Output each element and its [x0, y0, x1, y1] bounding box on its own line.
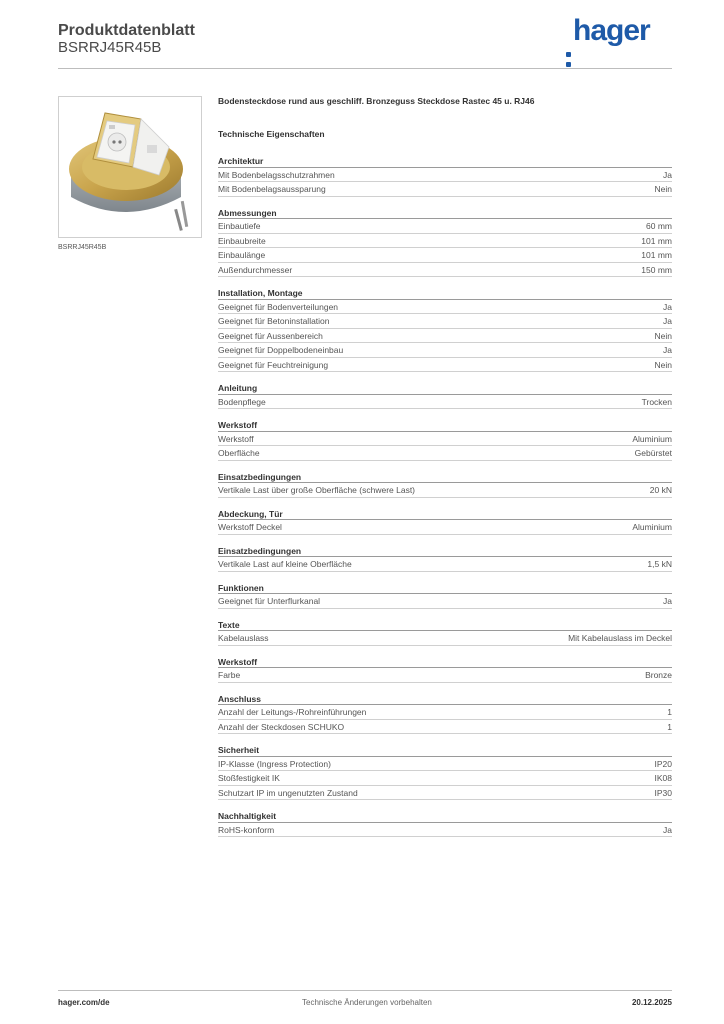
- section-gap: [218, 498, 672, 508]
- property-label: Geeignet für Aussenbereich: [218, 330, 323, 341]
- property-value: 101 mm: [641, 235, 672, 246]
- property-section: [218, 545, 672, 582]
- section-title: Werkstoff: [218, 419, 672, 432]
- property-value: Ja: [663, 824, 672, 835]
- hager-logo: [566, 14, 650, 48]
- article-number: BSRRJ45R45B: [58, 39, 162, 56]
- section-title: Werkstoff: [218, 656, 672, 669]
- property-value: 60 mm: [646, 221, 672, 231]
- property-row: [218, 219, 672, 234]
- section-title: Texte: [218, 619, 672, 632]
- section-title: Abmessungen: [218, 207, 672, 220]
- section-gap: [218, 734, 672, 744]
- property-value: 1: [667, 721, 672, 732]
- property-value: Trocken: [641, 396, 672, 407]
- footer-website: hager.com/de: [58, 998, 110, 1007]
- property-label: Werkstoff Deckel: [218, 522, 282, 532]
- section-title: Nachhaltigkeit: [218, 810, 672, 823]
- property-row: [218, 343, 672, 358]
- property-label: Mit Bodenbelagsaussparung: [218, 184, 326, 194]
- property-label: Werkstoff: [218, 433, 254, 444]
- section-gap: [218, 409, 672, 419]
- property-label: Vertikale Last auf kleine Oberfläche: [218, 559, 352, 569]
- product-image: [58, 96, 202, 238]
- property-label: Bodenpflege: [218, 396, 266, 407]
- property-row: [218, 757, 672, 772]
- property-section: [218, 693, 672, 745]
- property-value: Ja: [663, 301, 672, 312]
- section-title: Einsatzbedingungen: [218, 545, 672, 558]
- property-row: [218, 705, 672, 720]
- property-row: [218, 483, 672, 498]
- footer-divider: [58, 990, 672, 991]
- property-value: 20 kN: [649, 485, 672, 495]
- property-label: Schutzart IP im ungenutzten Zustand: [218, 787, 358, 798]
- property-row: [218, 668, 672, 683]
- property-row: [218, 631, 672, 646]
- section-gap: [218, 535, 672, 545]
- property-value: IP30: [654, 787, 672, 798]
- property-row: [218, 786, 672, 801]
- property-value: Gebürstet: [634, 448, 672, 458]
- property-value: Aluminium: [632, 433, 672, 444]
- property-label: Kabelauslass: [218, 633, 269, 643]
- property-row: [218, 720, 672, 735]
- section-gap: [218, 197, 672, 207]
- property-value: Nein: [654, 330, 672, 341]
- section-gap: [218, 683, 672, 693]
- property-section: [218, 287, 672, 382]
- section-title: Einsatzbedingungen: [218, 471, 672, 484]
- property-label: Vertikale Last über große Oberfläche (schwere Last): [218, 485, 416, 495]
- section-gap: [218, 372, 672, 382]
- property-section: [218, 582, 672, 619]
- property-value: Ja: [663, 169, 672, 180]
- property-row: [218, 594, 672, 609]
- property-row: [218, 432, 672, 447]
- property-value: IP20: [654, 758, 672, 769]
- property-value: 1,5 kN: [647, 559, 672, 569]
- property-label: Anzahl der Steckdosen SCHUKO: [218, 721, 345, 732]
- property-section: [218, 155, 672, 207]
- property-row: [218, 314, 672, 329]
- section-title: Funktionen: [218, 582, 672, 595]
- property-label: Außendurchmesser: [218, 264, 293, 275]
- property-section: [218, 382, 672, 419]
- property-row: [218, 263, 672, 278]
- tech-properties-heading: Technische Eigenschaften: [218, 129, 325, 139]
- property-row: [218, 395, 672, 410]
- property-value: 150 mm: [641, 264, 672, 275]
- section-title: Abdeckung, Tür: [218, 508, 672, 521]
- property-value: Ja: [663, 596, 672, 606]
- property-row: [218, 300, 672, 315]
- property-label: Geeignet für Doppelbodeneinbau: [218, 345, 344, 355]
- property-row: [218, 329, 672, 344]
- property-value: 1: [667, 707, 672, 717]
- property-row: [218, 446, 672, 461]
- property-value: Ja: [663, 316, 672, 326]
- property-section: [218, 207, 672, 288]
- product-details: [218, 96, 672, 847]
- property-value: Ja: [663, 345, 672, 355]
- property-section: [218, 471, 672, 508]
- property-row: [218, 168, 672, 183]
- property-value: IK08: [654, 773, 672, 783]
- property-row: [218, 248, 672, 263]
- property-label: Geeignet für Unterflurkanal: [218, 596, 321, 606]
- product-description: Bodensteckdose rund aus geschliff. Bronzeguss Steckdose Rastec 45 u. RJ46: [218, 96, 535, 106]
- property-label: Mit Bodenbelagsschutzrahmen: [218, 169, 335, 180]
- property-row: [218, 182, 672, 197]
- property-value: Bronze: [645, 670, 672, 680]
- property-section: [218, 656, 672, 693]
- property-section: [218, 508, 672, 545]
- section-gap: [218, 461, 672, 471]
- property-label: Geeignet für Betoninstallation: [218, 316, 330, 326]
- footer-notice: Technische Änderungen vorbehalten: [302, 998, 432, 1007]
- floor-socket-illustration: [59, 97, 201, 237]
- property-label: Einbaubreite: [218, 235, 266, 246]
- footer-date: 20.12.2025: [631, 998, 672, 1007]
- section-title: Installation, Montage: [218, 287, 672, 300]
- section-gap: [218, 800, 672, 810]
- property-row: [218, 358, 672, 373]
- property-section: [218, 619, 672, 656]
- property-label: RoHS-konform: [218, 824, 275, 835]
- section-gap: [218, 277, 672, 287]
- logo-text: hager: [573, 14, 650, 47]
- property-row: [218, 823, 672, 838]
- section-title: Anschluss: [218, 693, 672, 706]
- property-row: [218, 771, 672, 786]
- property-section: [218, 810, 672, 847]
- section-gap: [218, 646, 672, 656]
- property-value: Aluminium: [632, 522, 672, 532]
- section-title: Anleitung: [218, 382, 672, 395]
- property-label: Anzahl der Leitungs-/Rohreinführungen: [218, 707, 367, 717]
- property-label: Oberfläche: [218, 448, 260, 458]
- property-label: Geeignet für Bodenverteilungen: [218, 301, 339, 312]
- section-gap: [218, 572, 672, 582]
- image-caption: BSRRJ45R45B: [58, 244, 107, 251]
- property-label: Einbaulänge: [218, 250, 266, 260]
- section-gap: [218, 609, 672, 619]
- property-label: Einbautiefe: [218, 221, 261, 231]
- properties-sections: [218, 155, 672, 847]
- section-gap: [218, 837, 672, 847]
- property-label: Stoßfestigkeit IK: [218, 773, 280, 783]
- property-row: [218, 234, 672, 249]
- property-section: [218, 744, 672, 810]
- property-label: Farbe: [218, 670, 241, 680]
- property-row: [218, 557, 672, 572]
- property-value: Nein: [654, 359, 672, 370]
- section-title: Architektur: [218, 155, 672, 168]
- property-section: [218, 419, 672, 471]
- header-divider: [58, 68, 672, 69]
- property-value: Nein: [654, 184, 672, 194]
- property-row: [218, 520, 672, 535]
- property-value: 101 mm: [641, 250, 672, 260]
- property-value: Mit Kabelauslass im Deckel: [568, 633, 672, 643]
- property-label: IP-Klasse (Ingress Protection): [218, 758, 331, 769]
- page-title: Produktdatenblatt: [58, 22, 195, 39]
- property-label: Geeignet für Feuchtreinigung: [218, 359, 329, 370]
- section-title: Sicherheit: [218, 744, 672, 757]
